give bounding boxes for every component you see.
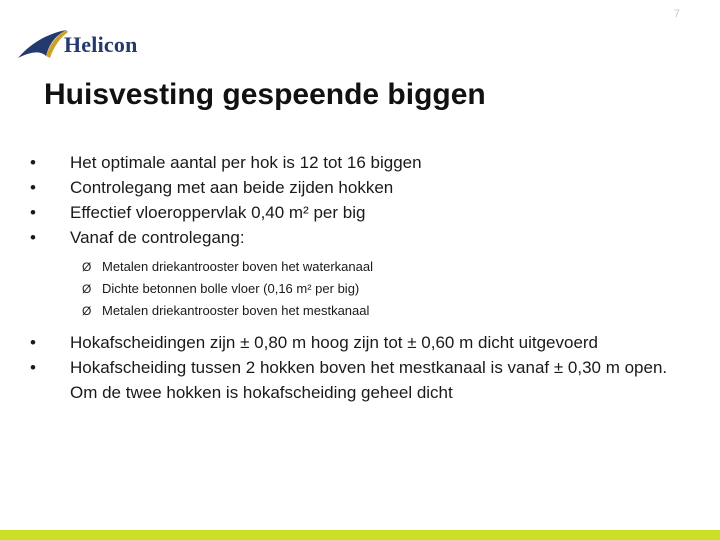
arrow-bullet-icon: Ø	[82, 304, 92, 318]
list-item	[30, 355, 690, 405]
helicon-logo	[16, 22, 156, 62]
sub-list-item	[30, 256, 690, 278]
list-item-text: Effectief vloeroppervlak 0,40 m² per big	[70, 203, 366, 222]
list-item	[30, 150, 690, 175]
bullet-icon: •	[30, 228, 36, 247]
list-item	[30, 175, 690, 200]
list-item	[30, 200, 690, 225]
sub-list-item	[30, 300, 690, 322]
bullet-icon: •	[30, 178, 36, 197]
logo-text: Helicon	[64, 32, 138, 57]
bullet-icon: •	[30, 358, 36, 377]
list-item	[30, 330, 690, 355]
list-item-text: Hokafscheidingen zijn ± 0,80 m hoog zijn tot ± 0,60 m dicht uitgevoerd	[70, 333, 599, 352]
sub-bullet-list	[30, 256, 690, 322]
list-item-text: Vanaf de controlegang:	[70, 228, 245, 247]
slide-content	[30, 150, 690, 405]
list-item-text: Controlegang met aan beide zijden hokken	[70, 178, 394, 197]
list-item	[30, 225, 690, 250]
arrow-bullet-icon: Ø	[82, 260, 92, 274]
sub-list-item	[30, 278, 690, 300]
bullet-icon: •	[30, 203, 36, 222]
slide-title: Huisvesting gespeende biggen	[44, 78, 486, 111]
footer-bar	[0, 530, 720, 540]
bullet-icon: •	[30, 333, 36, 352]
sub-list-item-text: Metalen driekantrooster boven het mestkanaal	[102, 303, 370, 318]
sub-list-item-text: Metalen driekantrooster boven het waterkanaal	[102, 259, 373, 274]
arrow-bullet-icon: Ø	[82, 282, 92, 296]
list-item-text: Het optimale aantal per hok is 12 tot 16 biggen	[70, 153, 422, 172]
bullet-icon: •	[30, 153, 36, 172]
page-number: 7	[673, 8, 680, 20]
sub-list-item-text: Dichte betonnen bolle vloer (0,16 m² per big)	[102, 281, 360, 296]
list-item-text: Hokafscheiding tussen 2 hokken boven het mestkanaal is vanaf ± 0,30 m open. Om de twee hokken is hokafscheiding geheel dicht	[70, 358, 668, 402]
bullet-list	[30, 150, 690, 250]
bullet-list-bottom	[30, 330, 690, 405]
